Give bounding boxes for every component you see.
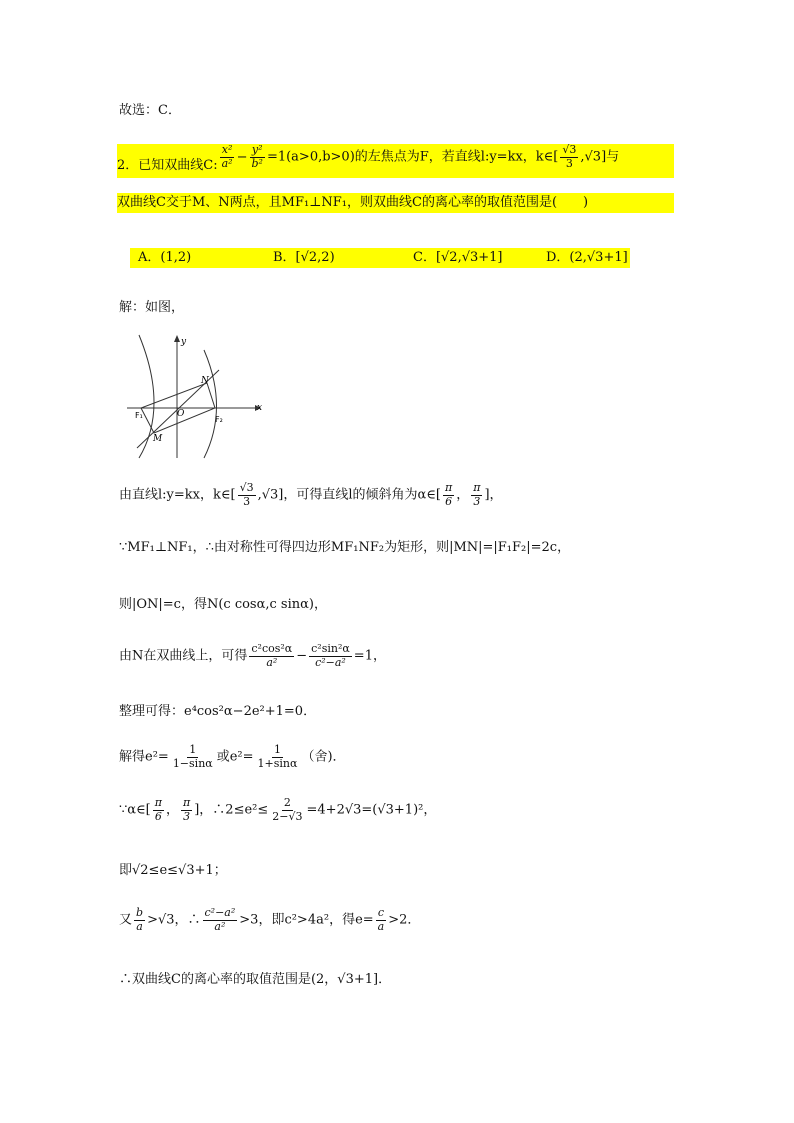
solution-step-2: ∵MF₁⊥NF₁，∴由对称性可得四边形MF₁NF₂为矩形，则|MN|=|F₁F₂|=2c， xyxy=(119,540,571,555)
solution-step-4: 由N在双曲线上，可得 $\frac{\text{c²cos²α}}{\text{a²}}$ − $\frac{\text{c²sin²α}}{\text{c²−a²}}$ =1， xyxy=(119,642,386,669)
option-a[interactable]: A．(1,2) xyxy=(138,250,192,265)
options-row xyxy=(130,248,630,268)
question-part-d: ]与 xyxy=(601,149,620,165)
solution-step-3: 则|ON|=c，得N(c cosα,c sinα)， xyxy=(119,597,327,612)
solution-step-7: ∵α∈[ $\frac{\pi}{6}$ ， $\frac{\pi}{3}$ ]，∴2≤e²≤ $\frac{2}{2-√3}$ =4+2√3=(√3+1)²， xyxy=(119,796,437,823)
question-part-a: 2．已知双曲线C: xyxy=(117,157,218,173)
question-line-2: 双曲线C交于M、N两点，且MF₁⊥NF₁，则双曲线C的离心率的取值范围是( ) xyxy=(117,193,674,213)
solution-step-1: 由直线l:y=kx，k∈[ $\frac{√3}{3}$ ,√3]，可得直线l的倾斜角为α∈[ $\frac{\pi}{6}$ ， $\frac{\pi}{3}$ ]， xyxy=(119,481,503,508)
question-part-c: ，若直线l:y=kx，k∈[ xyxy=(428,149,559,165)
frac-x2-a2: $\frac{\text{x²}}{\text{a²}}$ xyxy=(221,143,233,170)
label-f1: F₁ xyxy=(135,411,143,420)
answer-line: 故选：C． xyxy=(119,103,181,118)
option-d[interactable]: D．(2,√3+1] xyxy=(546,250,628,265)
label-m: M xyxy=(153,434,163,444)
frac-y2-b2: $\frac{\text{y²}}{\text{b²}}$ xyxy=(251,143,263,170)
frac-sqrt3-3: $\frac{√3}{3}$ xyxy=(562,143,577,170)
solution-step-8: 即√2≤e≤√3+1； xyxy=(119,863,227,878)
solution-step-6: 解得e²= $\frac{1}{1-\sin\alpha}$ 或e²= $\frac{1}{1+\sin\alpha}$ （舍)． xyxy=(119,743,346,770)
question-part-b: =1(a>0,b>0)的左焦点为F xyxy=(266,149,429,165)
option-b[interactable]: B．[√2,2) xyxy=(273,250,335,265)
solution-conclusion: ∴双曲线C的离心率的取值范围是(2，√3+1]． xyxy=(119,972,392,987)
label-x: x xyxy=(257,403,263,413)
y-axis-arrow xyxy=(174,335,180,342)
label-f2: F₂ xyxy=(215,415,223,424)
option-c[interactable]: C．[√2,√3+1] xyxy=(413,250,503,265)
solution-step-9: 又 $\frac{b}{a}$ >√3，∴ $\frac{\text{c²−a²}}{\text{a²}}$ >3，即c²>4a²，得e= $\frac{c}{a}$ >2． xyxy=(119,906,421,933)
label-y: y xyxy=(181,337,187,347)
right-branch xyxy=(204,350,217,458)
label-n: N xyxy=(201,376,209,386)
solution-step-5: 整理可得：e⁴cos²α−2e²+1=0． xyxy=(119,704,317,719)
label-o: O xyxy=(177,409,185,419)
hyperbola-figure xyxy=(119,330,269,460)
question-line-1: 2．已知双曲线C: $\frac{\text{x²}}{\text{a²}}$ − $\frac{\text{y²}}{\text{b²}}$ =1(a>0,b>0)的左焦点为F，若直线l:y=kx，k∈[ $\frac{√3}{3}$ ,√3]与 xyxy=(117,144,674,178)
solution-intro: 解：如图， xyxy=(119,300,185,315)
